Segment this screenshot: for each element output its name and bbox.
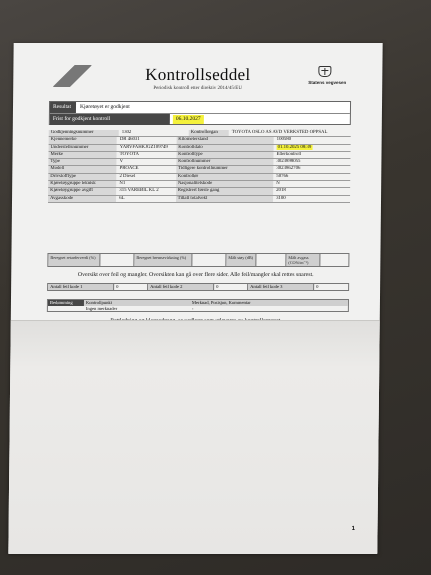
info-value: DR 46031 [119, 137, 140, 143]
info-value: Etterkontroll [276, 151, 302, 157]
info-label: Kjøretøygruppe avgift [48, 188, 116, 194]
control-org-value: TOYOTA OSLO AS AVD VERKSTED OPPSAL [231, 130, 328, 135]
measurement-value [192, 254, 226, 266]
info-value: N [276, 181, 280, 187]
measurements-row [47, 253, 349, 267]
info-label: Kontrolldato [176, 145, 273, 151]
info-value: 100580 [276, 137, 292, 143]
info-label: Kilometerstand [176, 137, 273, 143]
info-row [48, 181, 350, 188]
info-value: 2018 [276, 188, 286, 194]
measurement-label: Målt støy (dB) [226, 254, 256, 266]
info-row [48, 159, 350, 166]
agency-logo-icon [318, 66, 331, 77]
result-row [50, 102, 350, 114]
count-label: Antall feil kode 2 [148, 284, 214, 290]
info-value: N1 [119, 181, 126, 187]
info-value: 3023862706 [276, 166, 301, 172]
info-value: YARVFAHKJGZ109749 [119, 144, 168, 150]
info-row [49, 145, 351, 152]
agency-name: Statens vegvesen [308, 80, 347, 85]
measurement-label: Målt avgass (CO%/m⁻¹) [286, 254, 320, 266]
info-label: Modell [48, 166, 116, 172]
info-value: V [119, 159, 124, 165]
info-label: Merke [48, 152, 116, 158]
info-value: PROACE [119, 166, 139, 172]
info-value: TOYOTA [119, 151, 139, 157]
info-row [48, 166, 350, 173]
deadline-label: Frist for godkjent kontroll [50, 114, 170, 125]
defects-cell-merknad: - [191, 306, 194, 311]
defect-counts-row [47, 283, 349, 291]
info-value: 315 VAREBIL KL 2 [119, 188, 159, 194]
result-label: Resultat [50, 102, 76, 113]
result-box [49, 101, 351, 125]
count-value: 0 [214, 284, 248, 290]
count-label: Antall feil kode 3 [248, 284, 314, 290]
count-value: 0 [316, 284, 319, 289]
defects-header-bedomming: Bedømming [48, 300, 84, 306]
measurement-value [320, 254, 348, 266]
control-date-value: 01.10.2025 08:39 [277, 144, 312, 150]
count-value: 0 [114, 284, 148, 290]
info-label: Tillatt totalvekt [176, 196, 273, 202]
info-label: Godkjenningsnummer [49, 130, 119, 136]
info-label: Kontrollnummer [176, 159, 273, 165]
defects-header-merknad: Merknad, Posisjon, Kommentar [191, 300, 251, 305]
defects-row [48, 306, 348, 312]
paper-lower-fold [8, 320, 379, 554]
info-label: Kjennemerke [49, 137, 117, 143]
vehicle-info-table [48, 130, 351, 248]
info-value [274, 145, 351, 151]
info-label: Kontrollør [176, 174, 273, 180]
info-label: Kontrolltype [176, 152, 273, 158]
measurement-value [100, 254, 134, 266]
page-number: 1 [351, 526, 355, 532]
info-label: Type [48, 159, 116, 165]
measurement-value [256, 254, 286, 266]
defects-table [47, 299, 349, 312]
info-row [48, 196, 350, 203]
info-label: Nasjonalitetskode [176, 181, 273, 187]
document-paper [8, 43, 382, 553]
info-label: Understellsnummer [49, 145, 117, 151]
measurement-label: Beregnet retarderverdi (%) [48, 254, 100, 266]
info-value: 50766 [276, 173, 289, 179]
page-title: Kontrollseddel [145, 65, 251, 84]
deadline-value: 06.10.2027 [173, 115, 204, 124]
info-label: Drivstofftype [48, 174, 116, 180]
defects-header-kontrollpunkt: Kontrollpunkt [85, 300, 113, 305]
info-value: 3023898055 [276, 159, 301, 165]
control-org-label: Kontrollorgan [189, 130, 229, 136]
info-label: Avgasskode [48, 196, 116, 202]
defects-cell-bedomming [48, 306, 84, 312]
info-value: 2 Diesel [119, 173, 136, 179]
defects-cell-kontrollpunkt: Ingen merknader [85, 306, 118, 311]
info-label: Kjøretøygruppe teknisk [48, 181, 116, 187]
result-value: Kjøretøyet er godkjent [79, 104, 130, 110]
info-row [49, 137, 351, 144]
overview-text: Oversikt over feil og mangler. Oversikten kan gå over flere sider. Alle feil/mangler skal rettes snarest. [77, 272, 314, 278]
info-value: 6L [119, 195, 125, 201]
info-row [48, 152, 350, 159]
info-row [48, 188, 350, 195]
page-subtitle: Periodisk kontroll etter direktiv 2014/45/EU [153, 86, 243, 91]
info-value: 3100 [276, 195, 286, 201]
info-label: Tidligere kontrollnummer [176, 166, 273, 172]
info-row [48, 174, 350, 181]
deadline-row [50, 114, 350, 125]
count-label: Antall feil kode 1 [48, 284, 114, 290]
info-value: 1302 [121, 130, 132, 135]
measurement-label: Beregnet bremsevirkning (%) [134, 254, 192, 266]
info-label: Registrert første gang [176, 188, 273, 194]
